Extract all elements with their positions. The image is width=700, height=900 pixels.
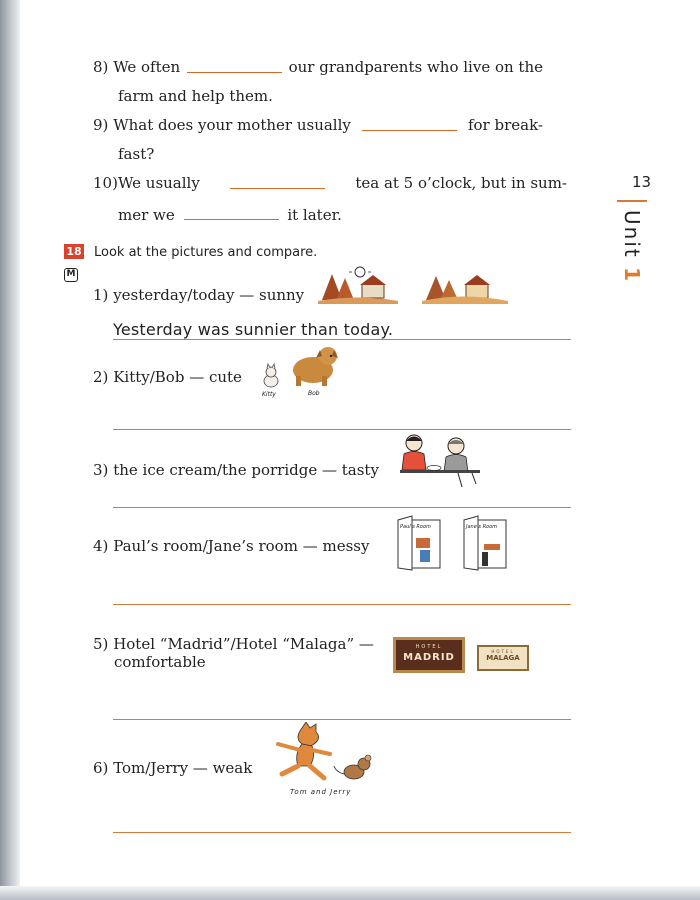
answer-line-6[interactable] [113,832,571,833]
page-bottom-shadow [0,886,700,900]
item-8: 8) We often our grandparents who live on the farm and help them. [93,58,543,105]
unit-number: 1 [620,267,644,283]
item-3-prompt: 3) the ice cream/the porridge — tasty [93,461,379,479]
unit-divider [617,200,647,202]
janes-room-sign: Jane’s Room [466,524,498,530]
blank-8[interactable] [187,58,282,73]
page-number: 13 [632,173,652,191]
pauls-room-sign: Paul’s Room [400,524,431,530]
kitty-label: Kitty [262,391,276,398]
bob-label: Bob [308,390,320,397]
answer-line-2[interactable] [113,429,571,430]
tom-and-jerry-picture [272,722,382,796]
kitty-bob-picture [258,344,348,396]
item-6-prompt: 6) Tom/Jerry — weak [93,759,253,777]
hotel-madrid-sign: HOTEL MADRID [393,637,465,673]
blank-9[interactable] [362,116,457,131]
item-4-prompt: 4) Paul’s room/Jane’s room — messy [93,537,370,555]
item-5-prompt: 5) Hotel “Madrid”/Hotel “Malaga” — comfortable [93,635,374,671]
answer-line-3[interactable] [113,507,571,508]
item-1-answer: Yesterday was sunnier than today. [113,320,394,339]
book-spine-shadow [0,0,20,900]
tom-and-jerry-caption: Tom and Jerry [290,788,352,796]
unit-tab [612,205,652,325]
hotel-malaga-sign: HOTEL MALAGA [477,645,529,671]
unit-word: Unit [620,210,644,259]
blank-10b[interactable] [184,205,279,220]
answer-line-1[interactable] [113,339,571,340]
answer-line-5[interactable] [113,719,571,720]
item-2-prompt: 2) Kitty/Bob — cute [93,368,242,386]
sunny-landscape-picture [318,266,508,304]
answer-line-4[interactable] [113,604,571,605]
eating-children-picture [398,432,483,487]
exercise-instruction: Look at the pictures and compare. [94,245,318,260]
rooms-picture [394,514,524,572]
marker-icon: M [64,268,78,282]
item-10: 10)We usually tea at 5 o’clock, but in sum- mer we it later. [93,174,567,224]
blank-10a[interactable] [230,174,325,189]
item-9: 9) What does your mother usually for break- fast? [93,116,543,163]
exercise-number-badge: 18 [64,244,84,259]
item-1-prompt: 1) yesterday/today — sunny [93,286,305,304]
